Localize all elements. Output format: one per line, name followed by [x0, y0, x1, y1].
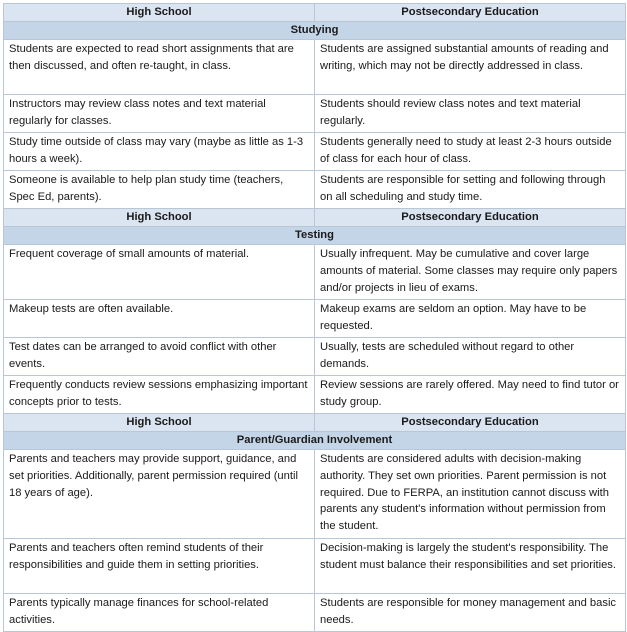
postsecondary-cell: Review sessions are rarely offered. May need to find tutor or study group.	[315, 376, 626, 414]
header-high-school: High School	[4, 414, 315, 432]
high-school-cell: Makeup tests are often available.	[4, 300, 315, 338]
header-postsecondary: Postsecondary Education	[315, 4, 626, 22]
table-row	[4, 376, 626, 414]
section-header-parent-involvement	[4, 432, 626, 450]
high-school-cell: Students are expected to read short assignments that are then discussed, and often re-taught, in class.	[4, 40, 315, 95]
table-row	[4, 133, 626, 171]
table-row	[4, 450, 626, 539]
header-postsecondary: Postsecondary Education	[315, 414, 626, 432]
table-row	[4, 171, 626, 209]
table-row	[4, 40, 626, 95]
postsecondary-cell: Decision-making is largely the student's responsibility. The student must balance their responsibilities and set priorities.	[315, 539, 626, 594]
high-school-cell: Parents and teachers often remind students of their responsibilities and guide them in setting priorities.	[4, 539, 315, 594]
high-school-cell: Frequent coverage of small amounts of material.	[4, 245, 315, 300]
header-high-school: High School	[4, 209, 315, 227]
section-title: Parent/Guardian Involvement	[4, 432, 626, 450]
table-row	[4, 245, 626, 300]
section-header-studying	[4, 22, 626, 40]
section-header-testing	[4, 227, 626, 245]
postsecondary-cell: Students generally need to study at least 2-3 hours outside of class for each hour of class.	[315, 133, 626, 171]
postsecondary-cell: Students are considered adults with decision-making authority. They set own priorities. Parent permission is not required. Due to FERPA, an institution cannot discuss with parents any student's information without permission from the student.	[315, 450, 626, 539]
high-school-cell: Frequently conducts review sessions emphasizing important concepts prior to tests.	[4, 376, 315, 414]
column-header-row	[4, 209, 626, 227]
postsecondary-cell: Students should review class notes and text material regularly.	[315, 95, 626, 133]
postsecondary-cell: Students are assigned substantial amounts of reading and writing, which may not be directly addressed in class.	[315, 40, 626, 95]
section-title: Studying	[4, 22, 626, 40]
header-postsecondary: Postsecondary Education	[315, 209, 626, 227]
high-school-cell: Parents typically manage finances for school-related activities.	[4, 594, 315, 632]
table-row	[4, 539, 626, 594]
high-school-cell: Someone is available to help plan study time (teachers, Spec Ed, parents).	[4, 171, 315, 209]
table-row	[4, 338, 626, 376]
column-header-row	[4, 414, 626, 432]
high-school-cell: Study time outside of class may vary (maybe as little as 1-3 hours a week).	[4, 133, 315, 171]
column-header-row	[4, 4, 626, 22]
postsecondary-cell: Students are responsible for setting and following through on all scheduling and study time.	[315, 171, 626, 209]
high-school-cell: Test dates can be arranged to avoid conflict with other events.	[4, 338, 315, 376]
comparison-table	[3, 3, 626, 632]
header-high-school: High School	[4, 4, 315, 22]
postsecondary-cell: Usually infrequent. May be cumulative and cover large amounts of material. Some classes may require only papers and/or projects in lieu of exams.	[315, 245, 626, 300]
table-row	[4, 95, 626, 133]
table-row	[4, 300, 626, 338]
high-school-cell: Parents and teachers may provide support, guidance, and set priorities. Additionally, parent permission required (until 18 years of age).	[4, 450, 315, 539]
table-row	[4, 594, 626, 632]
postsecondary-cell: Usually, tests are scheduled without regard to other demands.	[315, 338, 626, 376]
postsecondary-cell: Students are responsible for money management and basic needs.	[315, 594, 626, 632]
high-school-cell: Instructors may review class notes and text material regularly for classes.	[4, 95, 315, 133]
section-title: Testing	[4, 227, 626, 245]
comparison-table-container	[3, 3, 625, 632]
postsecondary-cell: Makeup exams are seldom an option. May have to be requested.	[315, 300, 626, 338]
